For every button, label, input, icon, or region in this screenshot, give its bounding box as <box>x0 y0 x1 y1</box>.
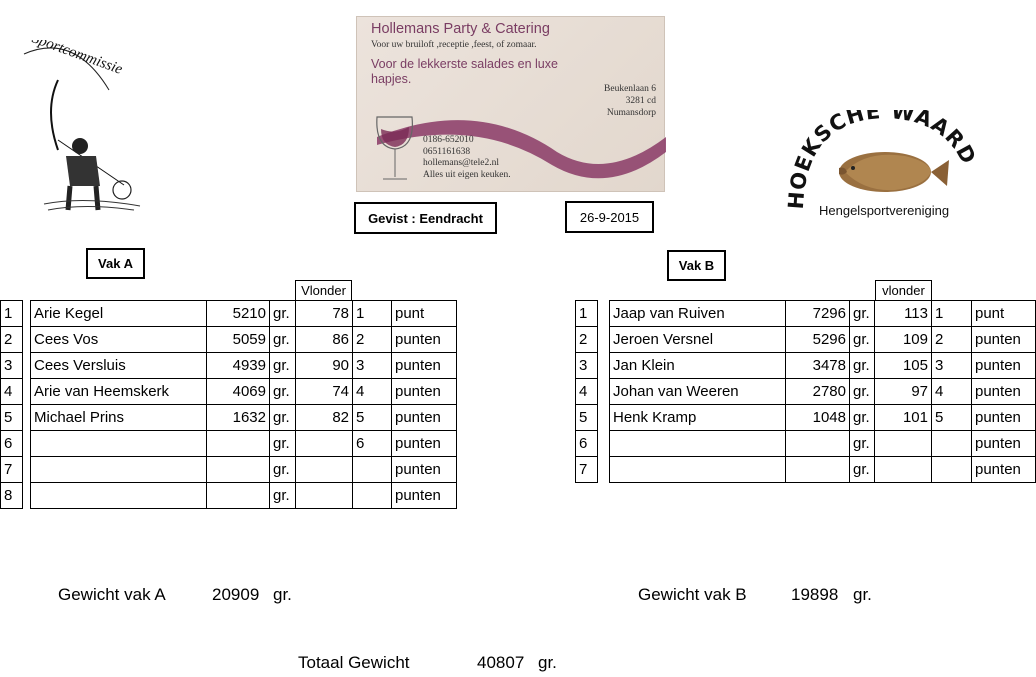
name-cell <box>31 457 207 483</box>
rank-cell: 7 <box>1 457 23 483</box>
unit-cell: gr. <box>270 405 296 431</box>
vlonder-cell: 105 <box>875 353 932 379</box>
name-cell: Jan Klein <box>610 353 786 379</box>
weight-a-label: Gewicht vak A <box>58 585 166 604</box>
points-cell <box>932 457 972 483</box>
name-cell: Henk Kramp <box>610 405 786 431</box>
points-label-cell: punten <box>392 327 457 353</box>
rank-cell: 4 <box>1 379 23 405</box>
vlonder-cell: 78 <box>296 301 353 327</box>
vlonder-cell: 86 <box>296 327 353 353</box>
hoeksche-waard-logo <box>785 110 985 230</box>
card-contact <box>423 135 511 181</box>
card-slogan: Voor de lekkerste salades en luxe hapjes. <box>371 57 558 86</box>
rank-cell: 2 <box>576 327 598 353</box>
rank-cell: 6 <box>1 431 23 457</box>
points-cell: 2 <box>932 327 972 353</box>
name-cell: Cees Vos <box>31 327 207 353</box>
vlonder-cell: 97 <box>875 379 932 405</box>
table-row <box>1 379 457 405</box>
name-cell <box>31 431 207 457</box>
points-cell: 2 <box>353 327 392 353</box>
gap-cell <box>23 431 31 457</box>
points-label-cell: punten <box>392 483 457 509</box>
table-row <box>1 301 457 327</box>
points-label-cell: punten <box>392 353 457 379</box>
table-row <box>576 379 1036 405</box>
rank-cell: 1 <box>576 301 598 327</box>
table-row <box>1 457 457 483</box>
rank-cell: 6 <box>576 431 598 457</box>
vlonder-cell: 113 <box>875 301 932 327</box>
weight-cell: 1632 <box>207 405 270 431</box>
vak-b-vlonder-header: vlonder <box>875 280 932 301</box>
points-cell: 4 <box>353 379 392 405</box>
rank-cell: 1 <box>1 301 23 327</box>
svg-text:Sportcommissie: Sportcommissie <box>29 40 125 78</box>
gap-cell <box>598 327 610 353</box>
table-row <box>1 483 457 509</box>
card-address-line: Beukenlaan 6 <box>604 84 656 94</box>
rank-cell: 7 <box>576 457 598 483</box>
vlonder-cell: 90 <box>296 353 353 379</box>
points-cell: 6 <box>353 431 392 457</box>
name-cell: Jeroen Versnel <box>610 327 786 353</box>
vlonder-cell: 82 <box>296 405 353 431</box>
total-weight-unit: gr. <box>538 653 557 672</box>
gap-cell <box>23 327 31 353</box>
name-cell <box>610 457 786 483</box>
vlonder-cell <box>296 457 353 483</box>
table-row <box>1 327 457 353</box>
weight-cell: 2780 <box>786 379 850 405</box>
points-cell <box>353 457 392 483</box>
points-label-cell: punt <box>972 301 1036 327</box>
card-address-line: 3281 cd <box>625 96 656 106</box>
points-label-cell: punten <box>392 379 457 405</box>
total-weight-label: Totaal Gewicht <box>298 653 410 672</box>
points-cell: 5 <box>353 405 392 431</box>
table-row <box>1 353 457 379</box>
weight-a-value: 20909 <box>212 585 260 604</box>
weight-cell: 1048 <box>786 405 850 431</box>
points-label-cell: punten <box>972 457 1036 483</box>
rank-cell: 3 <box>576 353 598 379</box>
points-label-cell: punten <box>392 457 457 483</box>
name-cell <box>31 483 207 509</box>
points-label-cell: punten <box>392 405 457 431</box>
catering-business-card <box>356 16 665 192</box>
points-label-cell: punten <box>972 405 1036 431</box>
vlonder-cell: 74 <box>296 379 353 405</box>
card-title: Hollemans Party & Catering <box>371 21 550 37</box>
unit-cell: gr. <box>270 457 296 483</box>
vak-a-table <box>0 300 457 509</box>
points-cell: 3 <box>353 353 392 379</box>
vlonder-cell: 101 <box>875 405 932 431</box>
gap-cell <box>23 353 31 379</box>
weight-cell: 5059 <box>207 327 270 353</box>
unit-cell: gr. <box>270 431 296 457</box>
unit-cell: gr. <box>850 327 875 353</box>
points-label-cell: punten <box>972 353 1036 379</box>
weight-b-label: Gewicht vak B <box>638 585 747 604</box>
name-cell <box>610 431 786 457</box>
points-label-cell: punten <box>972 379 1036 405</box>
rank-cell: 5 <box>1 405 23 431</box>
gap-cell <box>23 457 31 483</box>
vak-a-vlonder-header: Vlonder <box>295 280 352 301</box>
points-cell <box>932 431 972 457</box>
rank-cell: 5 <box>576 405 598 431</box>
name-cell: Arie van Heemskerk <box>31 379 207 405</box>
unit-cell: gr. <box>850 379 875 405</box>
points-cell: 5 <box>932 405 972 431</box>
points-label-cell: punten <box>392 431 457 457</box>
card-mobile: 0651161638 <box>423 146 471 157</box>
table-row <box>1 405 457 431</box>
unit-cell: gr. <box>270 327 296 353</box>
table-row <box>576 457 1036 483</box>
points-label-cell: punten <box>972 327 1036 353</box>
gap-cell <box>23 483 31 509</box>
table-row <box>576 327 1036 353</box>
name-cell: Arie Kegel <box>31 301 207 327</box>
vak-a-label: Vak A <box>86 248 145 279</box>
gap-cell <box>598 405 610 431</box>
card-address <box>604 83 656 119</box>
points-cell: 4 <box>932 379 972 405</box>
unit-cell: gr. <box>270 483 296 509</box>
vlonder-cell <box>296 483 353 509</box>
name-cell: Michael Prins <box>31 405 207 431</box>
unit-cell: gr. <box>850 353 875 379</box>
vak-b-label: Vak B <box>667 250 726 281</box>
weight-a-unit: gr. <box>273 585 292 604</box>
points-cell: 3 <box>932 353 972 379</box>
weight-cell: 5210 <box>207 301 270 327</box>
weight-cell: 3478 <box>786 353 850 379</box>
table-row <box>1 431 457 457</box>
weight-cell <box>207 483 270 509</box>
unit-cell: gr. <box>850 405 875 431</box>
unit-cell: gr. <box>850 431 875 457</box>
date-box: 26-9-2015 <box>565 201 654 233</box>
rank-cell: 3 <box>1 353 23 379</box>
unit-cell: gr. <box>850 301 875 327</box>
gap-cell <box>598 353 610 379</box>
unit-cell: gr. <box>270 301 296 327</box>
card-email: hollemans@tele2.nl <box>423 158 500 168</box>
gap-cell <box>598 379 610 405</box>
gap-cell <box>23 379 31 405</box>
weight-cell: 4069 <box>207 379 270 405</box>
name-cell: Jaap van Ruiven <box>610 301 786 327</box>
unit-cell: gr. <box>270 353 296 379</box>
vlonder-cell <box>875 457 932 483</box>
card-tagline: Alles uit eigen keuken. <box>423 169 511 180</box>
gap-cell <box>23 405 31 431</box>
weight-cell <box>786 431 850 457</box>
rank-cell: 4 <box>576 379 598 405</box>
sportcommissie-logo <box>14 40 144 216</box>
table-row <box>576 353 1036 379</box>
table-row <box>576 301 1036 327</box>
gap-cell <box>598 457 610 483</box>
unit-cell: gr. <box>850 457 875 483</box>
rank-cell: 2 <box>1 327 23 353</box>
weight-cell <box>207 457 270 483</box>
vlonder-cell: 109 <box>875 327 932 353</box>
points-label-cell: punten <box>972 431 1036 457</box>
points-cell: 1 <box>353 301 392 327</box>
gap-cell <box>23 301 31 327</box>
name-cell: Cees Versluis <box>31 353 207 379</box>
table-row <box>576 405 1036 431</box>
vlonder-cell <box>875 431 932 457</box>
weight-cell <box>786 457 850 483</box>
logo-right-subtitle: Hengelsportvereniging <box>819 203 950 218</box>
name-cell: Johan van Weeren <box>610 379 786 405</box>
total-weight-value: 40807 <box>477 653 525 672</box>
weight-cell: 7296 <box>786 301 850 327</box>
card-phone: 0186-652010 <box>423 135 474 145</box>
gap-cell <box>598 431 610 457</box>
unit-cell: gr. <box>270 379 296 405</box>
weight-cell: 4939 <box>207 353 270 379</box>
gevist-box: Gevist : Eendracht <box>354 202 497 234</box>
points-label-cell: punt <box>392 301 457 327</box>
weight-cell: 5296 <box>786 327 850 353</box>
vak-b-table <box>575 300 1036 483</box>
gap-cell <box>598 301 610 327</box>
weight-b-unit: gr. <box>853 585 872 604</box>
card-address-line: Numansdorp <box>606 108 656 118</box>
table-row <box>576 431 1036 457</box>
logo-right-title: HOEKSCHE WAARD <box>785 110 982 210</box>
rank-cell: 8 <box>1 483 23 509</box>
vlonder-cell <box>296 431 353 457</box>
points-cell: 1 <box>932 301 972 327</box>
weight-b-value: 19898 <box>791 585 839 604</box>
card-subtitle: Voor uw bruiloft ,receptie ,feest, of zomaar. <box>371 40 537 50</box>
points-cell <box>353 483 392 509</box>
weight-cell <box>207 431 270 457</box>
